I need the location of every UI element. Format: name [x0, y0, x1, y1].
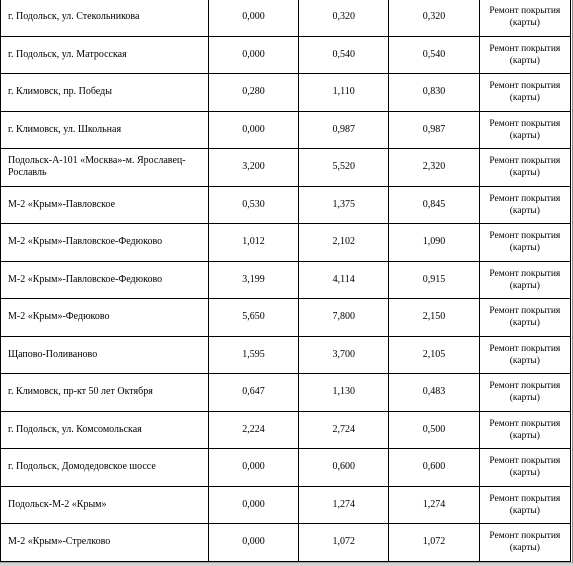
end-km-cell: 5,520	[299, 149, 389, 187]
work-type-cell: Ремонт покрытия (карты)	[479, 0, 570, 36]
end-km-cell: 2,724	[299, 411, 389, 449]
horizontal-scrollbar-edge	[0, 562, 573, 566]
road-name-cell: г. Подольск, ул. Матросская	[1, 36, 209, 74]
work-type-cell: Ремонт покрытия (карты)	[479, 111, 570, 149]
work-type-cell: Ремонт покрытия (карты)	[479, 36, 570, 74]
road-name-cell: М-2 «Крым»-Павловское-Федюково	[1, 261, 209, 299]
road-name-cell: г. Подольск, Домодедовское шоссе	[1, 449, 209, 487]
end-km-cell: 4,114	[299, 261, 389, 299]
start-km-cell: 0,647	[208, 374, 298, 412]
length-km-cell: 1,090	[389, 224, 479, 262]
table-row	[1, 111, 571, 149]
end-km-cell: 1,274	[299, 486, 389, 524]
start-km-cell: 0,280	[208, 74, 298, 112]
table-row	[1, 374, 571, 412]
table-row	[1, 411, 571, 449]
road-name-cell: Подольск-М-2 «Крым»	[1, 486, 209, 524]
start-km-cell: 0,000	[208, 449, 298, 487]
start-km-cell: 3,199	[208, 261, 298, 299]
work-type-cell: Ремонт покрытия (карты)	[479, 374, 570, 412]
start-km-cell: 2,224	[208, 411, 298, 449]
length-km-cell: 0,483	[389, 374, 479, 412]
table-row	[1, 224, 571, 262]
work-type-cell: Ремонт покрытия (карты)	[479, 411, 570, 449]
start-km-cell: 0,000	[208, 524, 298, 562]
work-type-cell: Ремонт покрытия (карты)	[479, 524, 570, 562]
length-km-cell: 2,320	[389, 149, 479, 187]
length-km-cell: 1,072	[389, 524, 479, 562]
end-km-cell: 1,072	[299, 524, 389, 562]
table-row	[1, 74, 571, 112]
start-km-cell: 0,000	[208, 486, 298, 524]
end-km-cell: 7,800	[299, 299, 389, 337]
road-name-cell: М-2 «Крым»-Павловское	[1, 186, 209, 224]
work-type-cell: Ремонт покрытия (карты)	[479, 486, 570, 524]
road-name-cell: М-2 «Крым»-Федюково	[1, 299, 209, 337]
table-row	[1, 36, 571, 74]
table-row	[1, 261, 571, 299]
road-name-cell: г. Подольск, ул. Стекольникова	[1, 0, 209, 36]
work-type-cell: Ремонт покрытия (карты)	[479, 74, 570, 112]
start-km-cell: 0,000	[208, 36, 298, 74]
road-name-cell: г. Подольск, ул. Комсомольская	[1, 411, 209, 449]
table-row	[1, 486, 571, 524]
road-name-cell: г. Климовск, пр-кт 50 лет Октября	[1, 374, 209, 412]
end-km-cell: 0,540	[299, 36, 389, 74]
length-km-cell: 0,987	[389, 111, 479, 149]
length-km-cell: 0,830	[389, 74, 479, 112]
table-row	[1, 524, 571, 562]
road-name-cell: М-2 «Крым»-Стрелково	[1, 524, 209, 562]
table-row	[1, 299, 571, 337]
table-row	[1, 336, 571, 374]
end-km-cell: 0,600	[299, 449, 389, 487]
length-km-cell: 1,274	[389, 486, 479, 524]
start-km-cell: 1,012	[208, 224, 298, 262]
length-km-cell: 0,500	[389, 411, 479, 449]
start-km-cell: 3,200	[208, 149, 298, 187]
end-km-cell: 0,987	[299, 111, 389, 149]
road-name-cell: Подольск-А-101 «Москва»-м. Ярославец-Рославль	[1, 149, 209, 187]
end-km-cell: 3,700	[299, 336, 389, 374]
length-km-cell: 0,320	[389, 0, 479, 36]
start-km-cell: 5,650	[208, 299, 298, 337]
table-row	[1, 149, 571, 187]
end-km-cell: 2,102	[299, 224, 389, 262]
length-km-cell: 2,105	[389, 336, 479, 374]
start-km-cell: 1,595	[208, 336, 298, 374]
table-row	[1, 449, 571, 487]
work-type-cell: Ремонт покрытия (карты)	[479, 261, 570, 299]
road-name-cell: г. Климовск, пр. Победы	[1, 74, 209, 112]
road-name-cell: М-2 «Крым»-Павловское-Федюково	[1, 224, 209, 262]
start-km-cell: 0,530	[208, 186, 298, 224]
length-km-cell: 0,845	[389, 186, 479, 224]
road-name-cell: Щапово-Поливаново	[1, 336, 209, 374]
end-km-cell: 1,375	[299, 186, 389, 224]
length-km-cell: 0,540	[389, 36, 479, 74]
length-km-cell: 0,915	[389, 261, 479, 299]
table-row	[1, 0, 571, 36]
work-type-cell: Ремонт покрытия (карты)	[479, 449, 570, 487]
start-km-cell: 0,000	[208, 111, 298, 149]
table-body	[1, 0, 571, 561]
start-km-cell: 0,000	[208, 0, 298, 36]
end-km-cell: 0,320	[299, 0, 389, 36]
length-km-cell: 0,600	[389, 449, 479, 487]
end-km-cell: 1,130	[299, 374, 389, 412]
end-km-cell: 1,110	[299, 74, 389, 112]
work-type-cell: Ремонт покрытия (карты)	[479, 224, 570, 262]
table-row	[1, 186, 571, 224]
work-type-cell: Ремонт покрытия (карты)	[479, 149, 570, 187]
length-km-cell: 2,150	[389, 299, 479, 337]
work-type-cell: Ремонт покрытия (карты)	[479, 336, 570, 374]
work-type-cell: Ремонт покрытия (карты)	[479, 186, 570, 224]
work-type-cell: Ремонт покрытия (карты)	[479, 299, 570, 337]
road-name-cell: г. Климовск, ул. Школьная	[1, 111, 209, 149]
